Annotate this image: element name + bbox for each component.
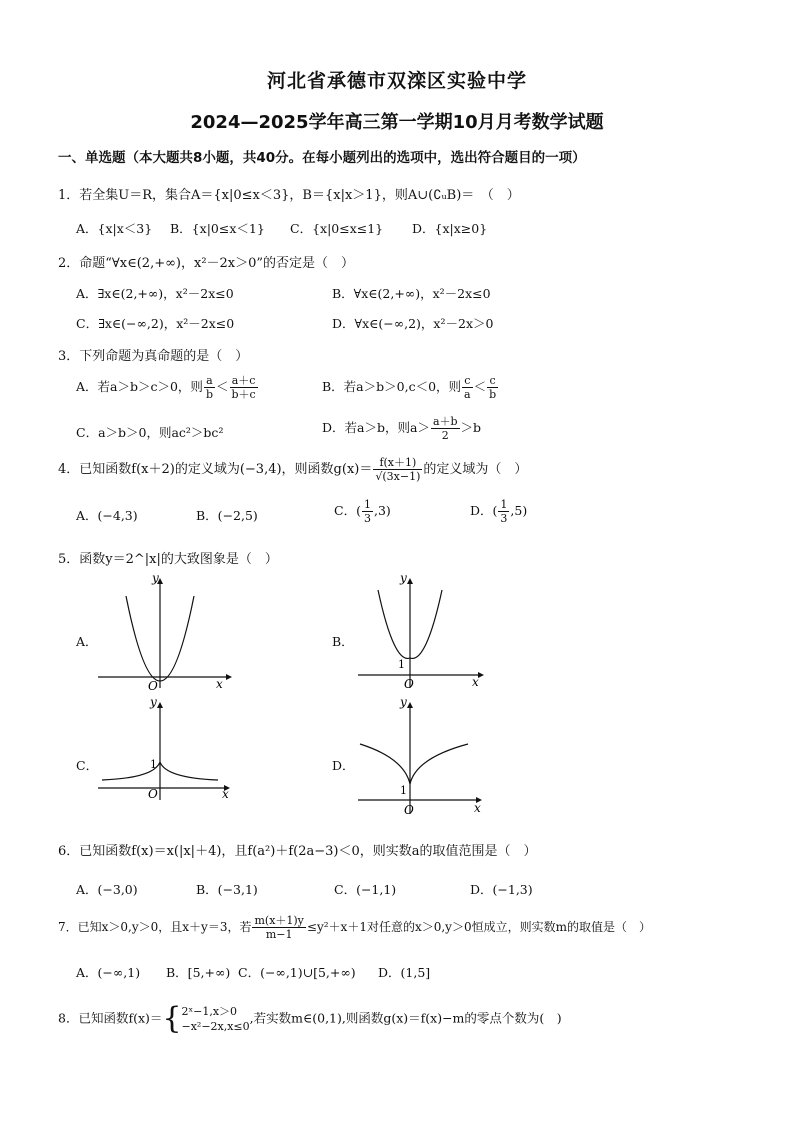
q2-option-c: C．∃x∈(−∞,2)，x²－2x≤0: [76, 316, 235, 331]
q5-graph-d: [358, 695, 498, 820]
q5-graph-c: [98, 695, 238, 801]
paper-title: 河北省承德市双滦区实验中学: [266, 70, 527, 92]
fraction: $\frac{f(x+1)}{√(3x-1)}$: [375, 456, 421, 483]
q5-option-b: B．: [332, 634, 354, 649]
q6-option-c: C．(−1,1): [334, 882, 397, 897]
q7-option-a: A．(−∞,1): [76, 965, 141, 980]
q5-graph-b: [358, 571, 498, 691]
q3-option-b: B．若a＞b＞0,c＜0，则 $\frac{c}{a}$ ＜ $\frac{c}{b}$: [322, 374, 497, 401]
question-stem: 已知函数f(x)＝x(|x|＋4)，且f(a²)＋f(2a−3)＜0，则实数a的取值范围是（ ）: [79, 844, 537, 859]
q2-option-b: B．∀x∈(2,+∞)，x²－2x≤0: [332, 286, 491, 301]
q3-option-d: D．若a＞b，则a＞ $\frac{a+b}{2}$ ＞b: [322, 415, 482, 442]
q4-option-b: B．(−2,5): [196, 508, 258, 523]
svg-text:x: x: [472, 675, 479, 689]
svg-text:O: O: [404, 677, 414, 691]
question-8: 8．已知函数f(x)＝{ 2ˣ−1,x＞0 −x²−2x,x≤0 ,若实数m∈(0,1),则函数g(x)＝f(x)−m的零点个数为( ): [58, 1001, 562, 1036]
question-3: [58, 345, 248, 364]
section-heading: 一、单选题（本大题共8小题，共40分。在每小题列出的选项中，选出符合题目的一项）: [58, 150, 586, 166]
q4-option-c: C．( $\frac{1}{3}$ ,3): [334, 498, 391, 525]
question-7: 7．已知x＞0,y＞0，且x＋y＝3，若 $\frac{m(x+1)y}{m-1}$ ≤y²＋x＋1对任意的x＞0,y＞0恒成立，则实数m的取值是（ ）: [58, 914, 651, 941]
q5-graph-a: [98, 571, 238, 693]
question-4: 4．已知函数f(x＋2)的定义域为(−3,4)，则函数g(x)＝ $\frac{f(x+1)}{√(3x-1)}$ 的定义域为（ ）: [58, 456, 528, 483]
q5-option-d: D．: [332, 758, 355, 773]
svg-text:x: x: [222, 787, 229, 801]
svg-text:y: y: [150, 695, 157, 709]
q2-option-d: D．∀x∈(−∞,2)，x²－2x＞0: [332, 316, 494, 331]
origin-label: O: [148, 679, 158, 693]
q1-option-d: D．{x|x≥0}: [412, 221, 488, 236]
q6-option-d: D．(−1,3): [470, 882, 533, 897]
q2-option-a: A．∃x∈(2,+∞)，x²－2x≤0: [76, 286, 234, 301]
fraction: $\frac{a}{b}$: [205, 374, 213, 401]
question-number: 7．: [58, 920, 78, 934]
q6-option-b: B．(−3,1): [196, 882, 258, 897]
paper-subtitle: 2024—2025学年高三第一学期10月月考数学试题: [190, 112, 604, 133]
svg-text:y: y: [400, 695, 407, 709]
fraction: $\frac{a+b}{2}$: [432, 415, 458, 442]
q5-option-a: A．: [76, 634, 98, 649]
svg-text:y: y: [400, 571, 407, 585]
question-2: [58, 252, 354, 271]
question-number: 8．: [58, 1010, 79, 1026]
q3-option-a: A．若a＞b＞c＞0，则 $\frac{a}{b}$ ＜ $\frac{a+c}{b+c}$: [76, 374, 256, 401]
fraction: $\frac{a+c}{b+c}$: [231, 374, 256, 401]
svg-text:O: O: [148, 787, 158, 801]
q6-option-a: A．(−3,0): [76, 882, 138, 897]
q5-option-c: C．: [76, 758, 99, 773]
question-5: [58, 548, 278, 567]
piecewise-cases: 2ˣ−1,x＞0 −x²−2x,x≤0: [181, 1005, 250, 1033]
brace: {: [162, 1001, 182, 1036]
q1-option-c: C．{x|0≤x≤1}: [290, 221, 384, 236]
question-6: [58, 840, 536, 859]
question-number: 4．: [58, 462, 80, 477]
x-label: x: [216, 677, 223, 691]
question-stem: 函数y＝2^|x|的大致图象是（ ）: [79, 552, 278, 567]
question-number: 2．: [58, 256, 80, 271]
q3-option-c: C．a＞b＞0，则ac²＞bc²: [76, 425, 224, 440]
q7-option-d: D．(1,5]: [378, 965, 431, 980]
svg-text:1: 1: [398, 658, 405, 671]
q1-option-a: A．{x|x＜3}: [76, 221, 153, 236]
svg-text:O: O: [404, 803, 414, 817]
fraction: $\frac{1}{3}$: [363, 498, 371, 525]
question-stem: 下列命题为真命题的是（ ）: [79, 349, 249, 364]
q4-option-d: D．( $\frac{1}{3}$ ,5): [470, 498, 528, 525]
question-number: 1．: [58, 188, 80, 203]
svg-text:1: 1: [400, 784, 407, 797]
question-stem: 命题“∀x∈(2,+∞)，x²－2x＞0”的否定是（ ）: [79, 256, 355, 271]
q4-option-a: A．(−4,3): [76, 508, 138, 523]
question-1: [58, 184, 520, 203]
question-number: 6．: [58, 844, 80, 859]
question-number: 5．: [58, 552, 80, 567]
q7-option-b: B．[5,+∞): [166, 965, 231, 980]
q7-option-c: C．(−∞,1)∪[5,+∞): [238, 965, 356, 980]
fraction: $\frac{m(x+1)y}{m-1}$: [254, 914, 304, 941]
fraction: $\frac{c}{a}$: [464, 374, 471, 401]
svg-text:1: 1: [150, 758, 157, 771]
fraction: $\frac{1}{3}$: [500, 498, 508, 525]
q1-option-b: B．{x|0≤x＜1}: [170, 221, 265, 236]
svg-text:x: x: [474, 801, 481, 815]
y-label: y: [152, 571, 159, 585]
question-number: 3．: [58, 349, 80, 364]
question-stem: 若全集U＝R，集合A＝{x|0≤x＜3}，B＝{x|x＞1}，则A∪(∁ᵤB)＝ （ ）: [79, 188, 520, 203]
fraction: $\frac{c}{b}$: [489, 374, 497, 401]
